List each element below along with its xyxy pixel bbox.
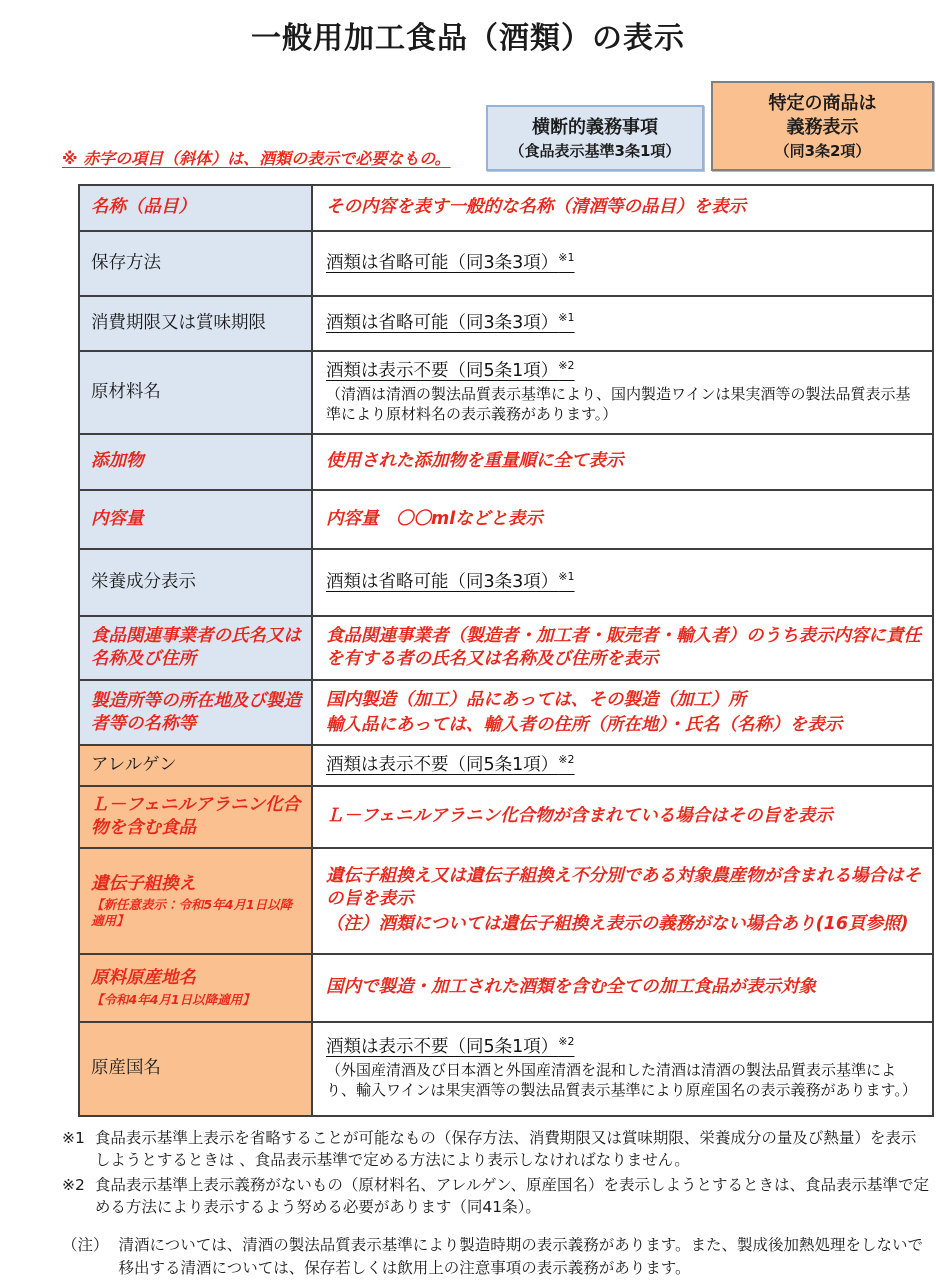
underlined-text: 酒類は省略可能（同3条3項）$^{※1}$ bbox=[326, 311, 575, 333]
row-label-text: Ｌ－フェニルアラニン化合物を含む食品 bbox=[91, 795, 301, 838]
row-label bbox=[80, 491, 313, 548]
legend-specific-obligation-title-line1: 特定の商品は bbox=[768, 93, 877, 114]
row-label-text: 添加物 bbox=[91, 451, 144, 472]
legend-cross-obligation-ref: （食品表示基準3条1項） bbox=[509, 141, 681, 160]
row-content bbox=[313, 849, 932, 953]
row-content-text: （注）酒類については遺伝子組換え表示の義務がない場合あり(16頁参照) bbox=[326, 913, 909, 934]
underlined-text: 酒類は省略可能（同3条3項）$^{※1}$ bbox=[326, 251, 575, 273]
row-label bbox=[80, 849, 313, 953]
red-items-note: ※ 赤字の項目（斜体）は、酒類の表示で必要なもの。 bbox=[62, 148, 451, 168]
row-label-text: 原産国名 bbox=[91, 1058, 161, 1079]
row-content bbox=[313, 955, 932, 1021]
table-row bbox=[80, 953, 932, 1021]
footnote-marker: ※2 bbox=[62, 1175, 85, 1194]
footnote-reference: ※2 bbox=[558, 359, 575, 373]
footnote bbox=[62, 1174, 930, 1219]
row-content bbox=[313, 746, 932, 785]
underlined-text: 酒類は省略可能（同3条3項）$^{※1}$ bbox=[326, 570, 575, 592]
row-label-text: 名称（品目） bbox=[91, 197, 196, 218]
row-label-subtext: 【令和4年4月1日以降適用】 bbox=[91, 992, 255, 1008]
footnote-text: 食品表示基準上表示義務がないもの（原材料名、アレルゲン、原産国名）を表示しようとするときは、食品表示基準で定める方法により表示するよう努める必要があります（同41条）。 bbox=[94, 1175, 929, 1216]
row-label-text: 遺伝子組換え bbox=[91, 873, 196, 894]
table-row bbox=[80, 433, 932, 489]
row-label-text: 栄養成分表示 bbox=[91, 571, 196, 592]
row-label bbox=[80, 550, 313, 615]
row-content bbox=[313, 550, 932, 615]
row-content bbox=[313, 297, 932, 350]
row-label bbox=[80, 186, 313, 230]
row-content bbox=[313, 232, 932, 295]
row-label-text: 内容量 bbox=[91, 508, 144, 529]
row-label bbox=[80, 955, 313, 1021]
footnote-marker: （注） bbox=[62, 1236, 109, 1255]
row-content-text: 輸入品にあっては、輸入者の住所（所在地）・氏名（名称）を表示 bbox=[326, 714, 843, 735]
row-content-text: 食品関連事業者（製造者・加工者・販売者・輸入者）のうち表示内容に責任を有する者の氏名又は名称及び住所を表示 bbox=[326, 626, 921, 669]
row-content bbox=[313, 352, 932, 433]
row-content-text bbox=[326, 360, 922, 383]
footnote-reference: ※1 bbox=[558, 251, 575, 265]
row-label-text: 原材料名 bbox=[91, 381, 161, 402]
row-label-text: 製造所等の所在地及び製造者等の名称等 bbox=[91, 690, 301, 734]
row-content bbox=[313, 491, 932, 548]
legend-specific-obligation bbox=[711, 81, 934, 171]
header-band bbox=[62, 81, 934, 171]
row-content-text: その内容を表す一般的な名称（清酒等の品目）を表示 bbox=[326, 197, 746, 218]
table-row bbox=[80, 615, 932, 679]
legend-boxes bbox=[486, 81, 934, 171]
row-content-text: （外国産清酒及び日本酒と外国産清酒を混和した清酒は清酒の製法品質表示基準により、輸入ワインは果実酒等の製法品質表示基準により原産国名の表示義務があります。） bbox=[326, 1061, 917, 1099]
footnote-reference: ※1 bbox=[558, 311, 575, 325]
row-content bbox=[313, 186, 932, 230]
row-label-text: 保存方法 bbox=[91, 252, 161, 273]
footnote-reference: ※2 bbox=[558, 753, 575, 767]
row-label-text: 消費期限又は賞味期限 bbox=[91, 312, 266, 333]
table-row bbox=[80, 548, 932, 615]
footnotes bbox=[62, 1127, 930, 1280]
row-label-text: 食品関連事業者の氏名又は名称及び住所 bbox=[91, 626, 301, 669]
row-content bbox=[313, 681, 932, 745]
footnote-marker: ※1 bbox=[62, 1128, 85, 1147]
row-content-text: （清酒は清酒の製法品質表示基準により、国内製造ワインは果実酒等の製法品質表示基準により原材料名の表示義務があります。） bbox=[326, 384, 911, 423]
table-row bbox=[80, 785, 932, 847]
row-content-text: Ｌ－フェニルアラニン化合物が含まれている場合はその旨を表示 bbox=[326, 806, 833, 827]
footnote-text: 食品表示基準上表示を省略することが可能なもの（保存方法、消費期限又は賞味期限、栄養成分の量及び熱量）を表示しようとするときは 、食品表示基準で定める方法により表示しなければなりません。 bbox=[94, 1128, 917, 1170]
footnote bbox=[62, 1234, 930, 1279]
table-row bbox=[80, 295, 932, 350]
row-content bbox=[313, 1023, 932, 1115]
row-content bbox=[313, 435, 932, 489]
row-label-text: アレルゲン bbox=[91, 755, 177, 776]
row-content bbox=[313, 617, 932, 679]
row-label bbox=[80, 787, 313, 847]
underlined-text: 酒類は表示不要（同5条1項）$^{※2}$ bbox=[326, 359, 575, 382]
rules-table bbox=[78, 184, 934, 1117]
footnote-reference: ※1 bbox=[558, 570, 575, 584]
page-title: 一般用加工食品（酒類）の表示 bbox=[251, 21, 685, 56]
row-label bbox=[80, 297, 313, 350]
row-label bbox=[80, 681, 313, 745]
table-row bbox=[80, 230, 932, 295]
row-content-text: 国内で製造・加工された酒類を含む全ての加工食品が表示対象 bbox=[326, 977, 816, 998]
underlined-text: 酒類は表示不要（同5条1項）$^{※2}$ bbox=[326, 753, 575, 776]
row-label bbox=[80, 617, 313, 679]
row-label bbox=[80, 746, 313, 785]
row-label bbox=[80, 435, 313, 489]
footnote bbox=[62, 1127, 930, 1172]
row-content-text bbox=[326, 252, 922, 275]
row-content-text bbox=[326, 571, 922, 594]
row-label bbox=[80, 1023, 313, 1115]
table-row bbox=[80, 679, 932, 745]
row-content-text: 内容量 〇〇mlなどと表示 bbox=[326, 508, 543, 529]
row-content-text: 遺伝子組換え又は遺伝子組換え不分別である対象農産物が含まれる場合はその旨を表示 bbox=[326, 866, 921, 910]
underlined-text: 酒類は表示不要（同5条1項）$^{※2}$ bbox=[326, 1035, 575, 1058]
footnote-reference: ※2 bbox=[558, 1035, 575, 1049]
row-content-text: 使用された添加物を重量順に全て表示 bbox=[326, 451, 624, 472]
row-content-text bbox=[326, 312, 922, 335]
legend-cross-obligation-title: 横断的義務事項 bbox=[532, 117, 658, 139]
table-row bbox=[80, 847, 932, 953]
table-row bbox=[80, 186, 932, 230]
row-content-text: 国内製造（加工）品にあっては、その製造（加工）所 bbox=[326, 689, 746, 710]
table-row bbox=[80, 1021, 932, 1115]
footnote-text: 清酒については、清酒の製法品質表示基準により製造時期の表示義務があります。また、製成後加熱処理をしないで移出する清酒については、保存若しくは飲用上の注意事項の表示義務があります。 bbox=[118, 1236, 923, 1277]
legend-specific-obligation-ref: （同3条2項） bbox=[774, 141, 871, 160]
row-content bbox=[313, 787, 932, 847]
row-label bbox=[80, 352, 313, 433]
legend-specific-obligation-title-line2: 義務表示 bbox=[786, 117, 859, 139]
row-label bbox=[80, 232, 313, 295]
row-label-text: 原料原産地名 bbox=[91, 968, 196, 989]
legend-cross-obligation bbox=[486, 105, 704, 171]
table-row bbox=[80, 350, 932, 433]
row-content-text bbox=[326, 754, 922, 777]
row-label-subtext: 【新任意表示：令和5年4月1日以降適用】 bbox=[91, 897, 293, 928]
table-row bbox=[80, 744, 932, 785]
table-row bbox=[80, 489, 932, 548]
row-content-text bbox=[326, 1036, 922, 1059]
